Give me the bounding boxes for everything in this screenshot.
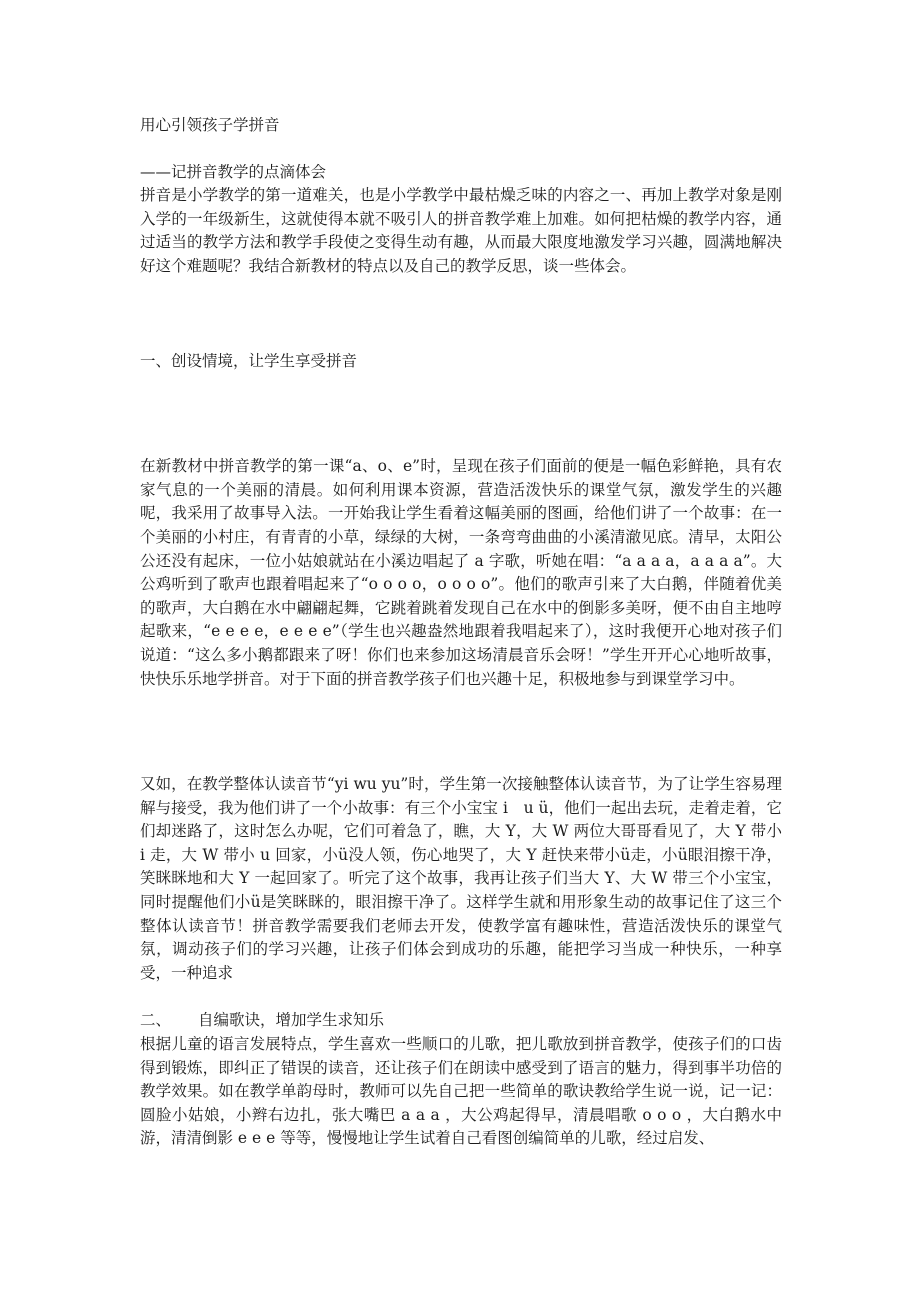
spacer [140, 691, 782, 773]
section-2-paragraph-1: 根据儿童的语言发展特点，学生喜欢一些顺口的儿歌，把儿歌放到拼音教学，使孩子们的口齿得到锻炼，即纠正了错误的读音，还让孩子们在朗读中感受到了语言的魅力，得到事半功倍的教学效果。如在教学单韵母时，教师可以先自己把一些简单的歌诀教给学生说一说，记一记：圆脸小姑娘，小辫右边扎，张大嘴巴 a a a ，大公鸡起得早，清晨唱歌 o o o ，大白鹅水中游，清清倒影 e e e 等等，慢慢地让学生试着自己看图创编简单的儿歌，经过启发、 [140, 1035, 782, 1148]
document-page [140, 114, 782, 1151]
spacer [140, 373, 782, 455]
document-title: 用心引领孩子学拼音 [140, 116, 280, 134]
section-2-heading [140, 1009, 782, 1033]
section-1-paragraph-1: 在新教材中拼音教学的第一课“a、o、e”时，呈现在孩子们面前的便是一幅色彩鲜艳，具有农家气息的一个美丽的清晨。如何利用课本资源，营造活泼快乐的课堂气氛，激发学生的兴趣呢，我采用了故事导入法。一开始我让学生看着这幅美丽的图画，给他们讲了一个故事：在一个美丽的小村庄，有青青的小草，绿绿的大树，一条弯弯曲曲的小溪清澈见底。清早，太阳公公还没有起床，一位小姑娘就站在小溪边唱起了 a 字歌，听她在唱：“a a a a，a a a a”。大公鸡听到了歌声也跟着唱起来了“o o o o，o o o o”。他们的歌声引来了大白鹅，伴随着优美的歌声，大白鹅在水中翩翩起舞，它跳着跳着发现自己在水中的倒影多美呀，便不由自主地哼起歌来，“e e e e，e e e e”（学生也兴趣盎然地跟着我唱起来了），这时我便开心地对孩子们说道：“这么多小鹅都跟来了呀！你们也来参加这场清晨音乐会呀！”学生开开心心地听故事，快快乐乐地学拼音。对于下面的拼音教学孩子们也兴趣十足，积极地参与到课堂学习中。 [140, 457, 782, 688]
spacer [140, 279, 782, 350]
section-2-number: 二、 [140, 1011, 172, 1030]
section-1-paragraph-2: 又如，在教学整体认读音节“yi wu yu”时，学生第一次接触整体认读音节，为了让学生容易理解与接受，我为他们讲了一个小故事：有三个小宝宝 i u ü，他们一起出去玩，走着走着，它们却迷路了，这时怎么办呢，它们可着急了，瞧，大 Y，大 W 两位大哥哥看见了，大 Y 带小 i 走，大 W 带小 u 回家，小ü没人领，伤心地哭了，大 Y 赶快来带小ü走，小ü眼泪擦干净，笑眯眯地和大 Y 一起回家了。听完了这个故事，我再让孩子们当大 Y、大 W 带三个小宝宝，同时提醒他们小ü是笑眯眯的，眼泪擦干净了。这样学生就和用形象生动的故事记住了这三个整体认读音节！拼音教学需要我们老师去开发，使教学富有趣味性，营造活泼快乐的课堂气氛，调动孩子们的学习兴趣，让孩子们体会到成功的乐趣，能把学习当成一种快乐，一种享受，一种追求 [140, 775, 782, 982]
section-1-heading: 一、创设情境，让学生享受拼音 [140, 351, 358, 370]
document-subtitle: ——记拼音教学的点滴体会 [140, 162, 327, 181]
section-2-title: 自编歌诀，增加学生求知乐 [198, 1011, 385, 1030]
spacer [140, 985, 782, 1009]
intro-paragraph: 拼音是小学教学的第一道难关，也是小学教学中最枯燥乏味的内容之一、再加上教学对象是刚入学的一年级新生，这就使得本就不吸引人的拼音教学难上加难。如何把枯燥的教学内容，通过适当的教学方法和教学手段使之变得生动有趣，从而最大限度地激发学习兴趣，圆满地解决好这个难题呢？我结合新教材的特点以及自己的教学反思，谈一些体会。 [140, 186, 782, 275]
